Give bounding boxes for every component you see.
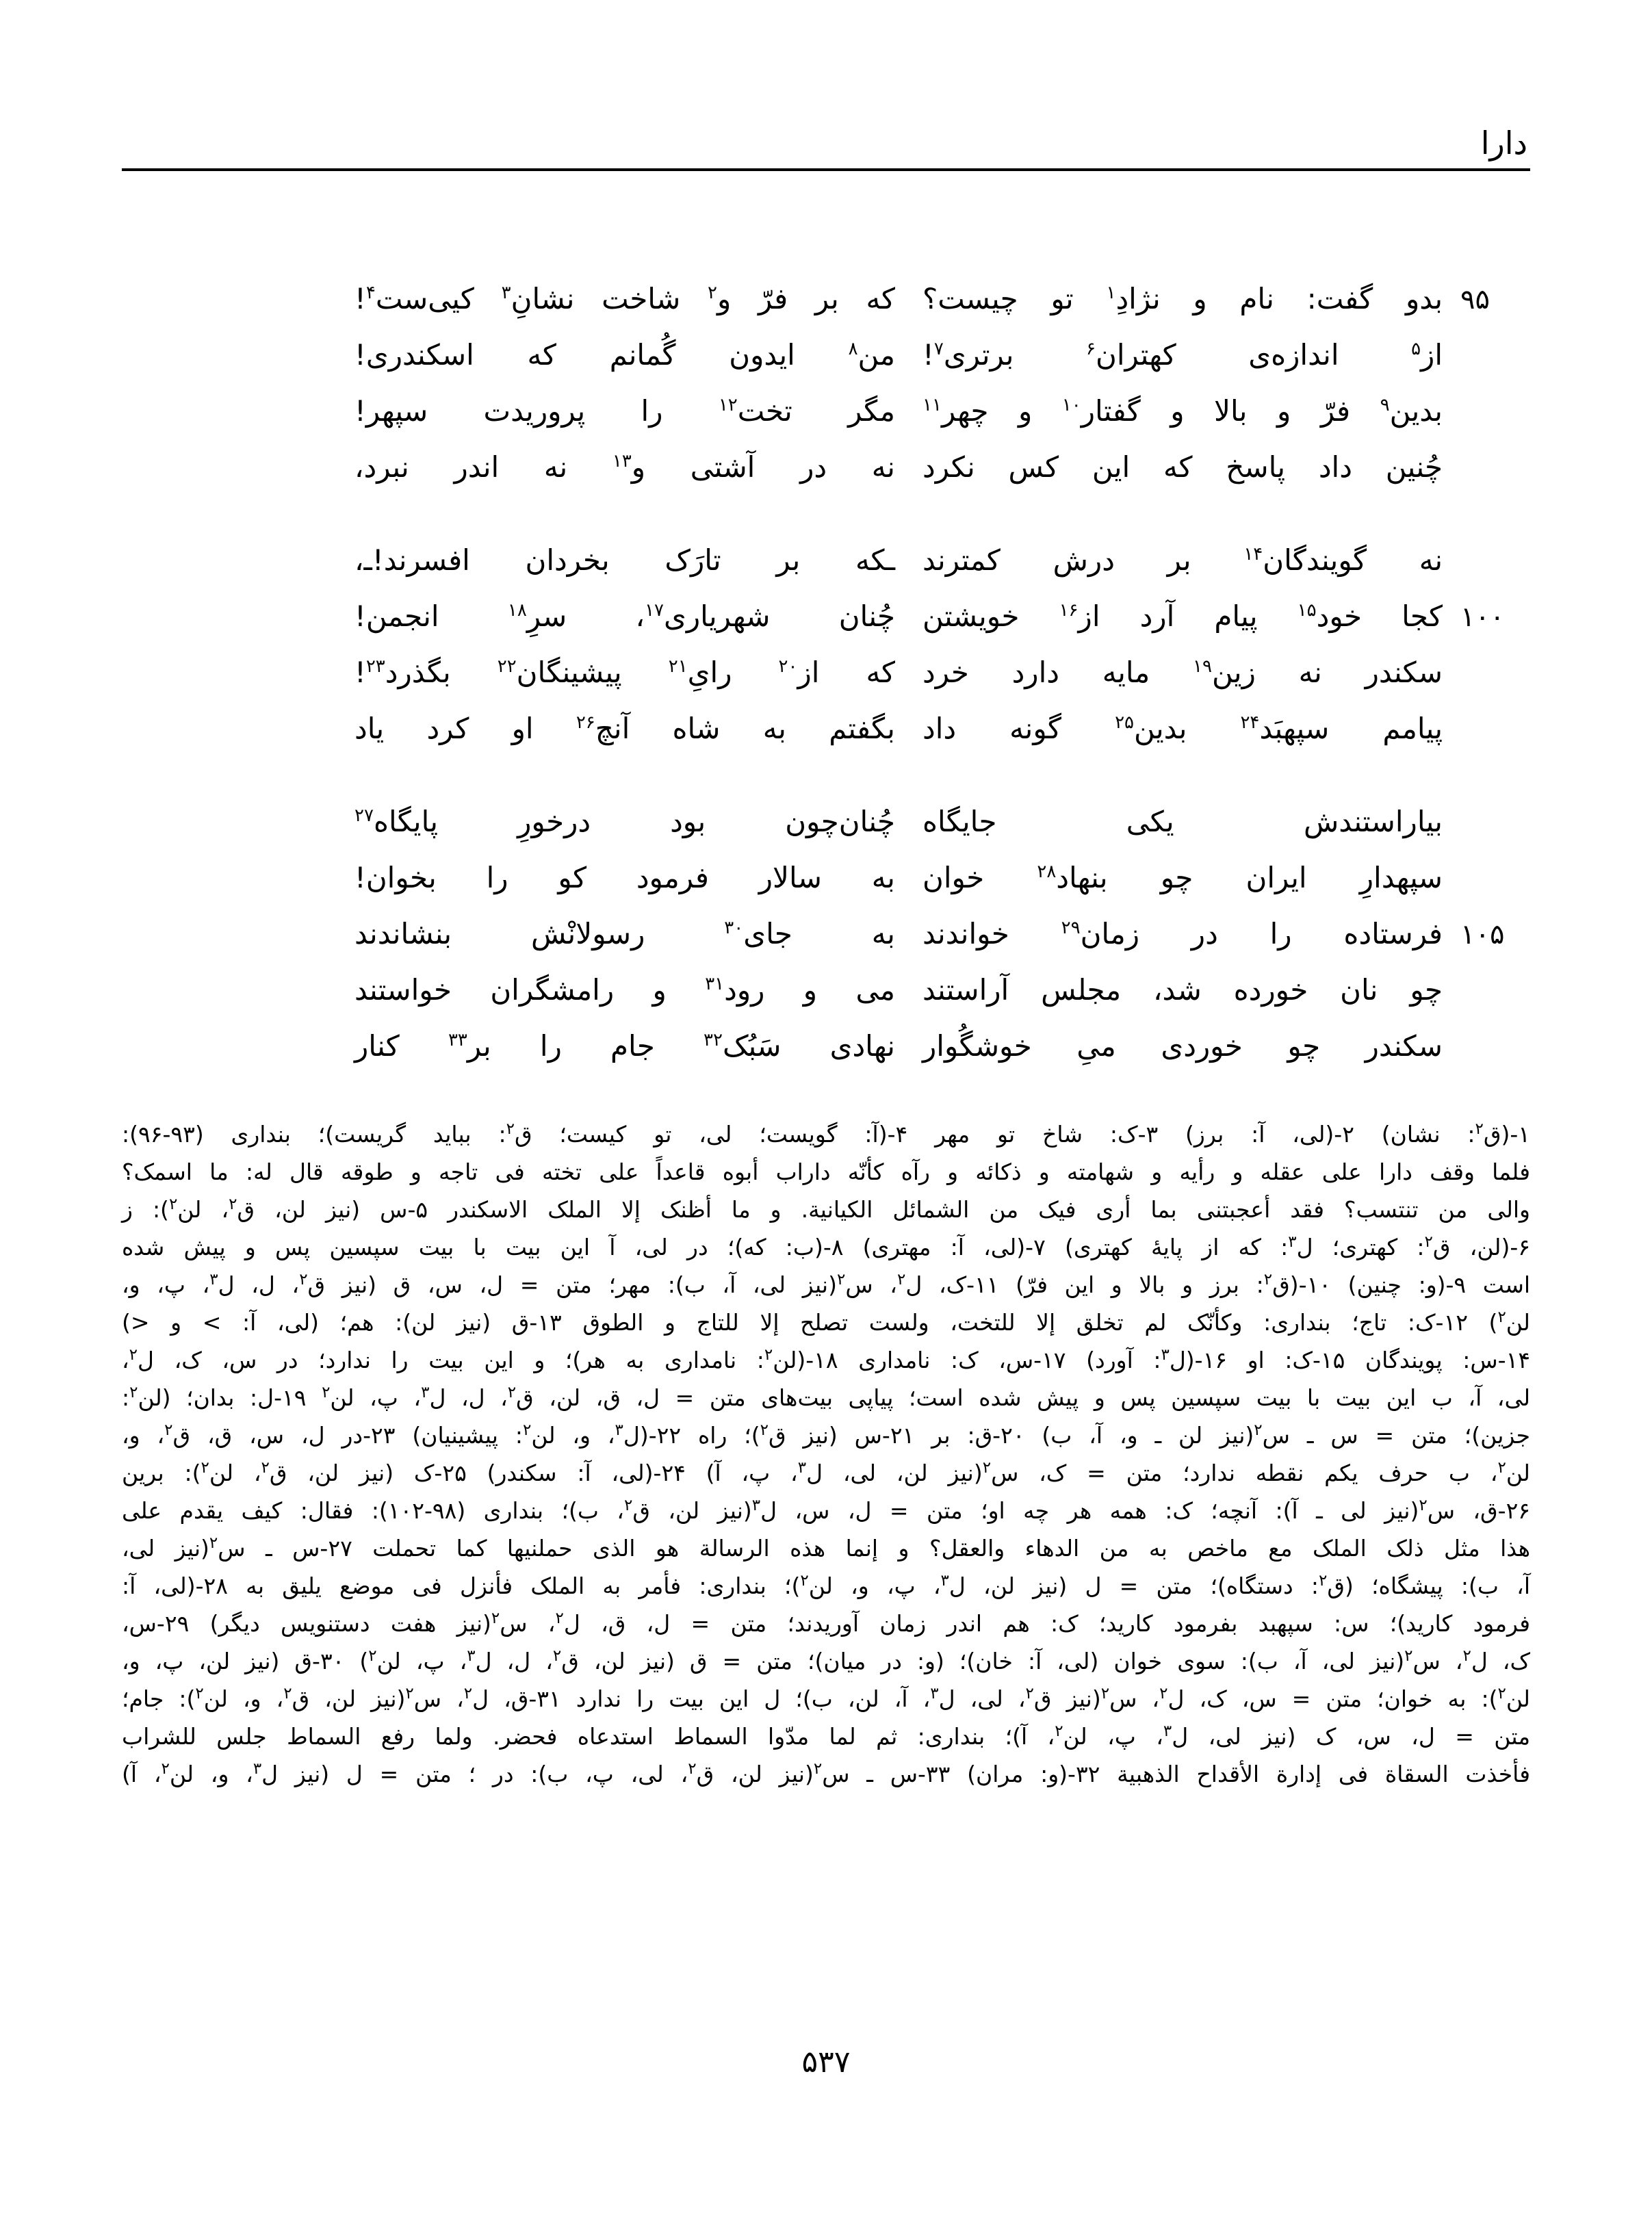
apparatus-line: لن$^۲$، ب حرف یکم نقطه ندارد؛ متن = ک، س$^۲$(نیز لن، لی، ل$^۳$، پ، آ) ۲۴-(لی، آ: سکندر) ۲۵-ک (نیز لن، ق$^۲$، لن$^۲$): برین [122,1459,1530,1486]
note-marker: ۲ [982,1459,992,1477]
note-marker: ۱۲ [718,395,738,415]
hemistich-first: پیامم سپهبَد$^{۲۴}$ بدین$^{۲۵}$ گونه داد [922,712,1443,745]
running-header-title: دارا [1480,125,1527,161]
note-marker: ۲ [1497,1459,1506,1477]
running-header-rule [122,168,1530,171]
note-marker: ۲۹ [1061,918,1081,938]
hemistich-first: چو نان خورده شد، مجلس آراستند [922,973,1443,1007]
note-marker: ۳ [209,1271,218,1289]
verse-line [122,656,1530,712]
note-marker: ۲ [760,1421,769,1439]
note-marker: ۲ [283,1685,292,1703]
apparatus-line: جزین)؛ متن = س ـ س$^۲$(نیز لن ـ و، آ، ب) ۲۰-ق: بر ۲۱-س (نیز ق$^۲$)؛ راه ۲۲-(ل$^۳$، و، لن$^۲$: پیشینیان) ۲۳-در ل، س، ق، ق$^۲$، و، [122,1421,1531,1449]
note-marker: ۲ [299,1271,308,1289]
note-marker: ۳ [615,1421,623,1439]
apparatus-line: هذا مثل ذلک الملک مع ماخص به من الدهاء والعقل؟ و إنما هذه الرسالة هو الذی حملنیها کما تحملت ۲۷-س ـ س$^۲$(نیز لی، [122,1534,1530,1562]
verse-line [122,599,1530,656]
note-marker: ۶ [1086,339,1096,359]
hemistich-first: سکندر چو خوردی میِ خوشگُوار [922,1029,1443,1063]
note-marker: ۲ [201,1459,209,1477]
note-marker: ۲ [209,1534,218,1552]
note-marker: ۲ [129,1384,138,1401]
verse-group [122,805,1530,1085]
running-header [122,127,1530,171]
apparatus-line: لن$^۲$): به خوان؛ متن = س، ک، ل$^۲$، س$^۲$(نیز ق$^۲$، لی، ل$^۳$، آ، لن، ب)؛ ل این بیت را ندارد ۳۱-ق، ل$^۲$، س$^۲$(نیز لن، ق$^۲$، و، لن$^۲$): جام؛ [122,1685,1530,1712]
critical-apparatus [122,1115,1530,1793]
apparatus-line: ۶-(لن، ق$^۲$: کهتری؛ ل$^۳$: که از پایهٔ کهتری) ۷-(لی، آ: مهتری) ۸-(ب: که)؛ در لی، آ این بیت با بیت سپسین پس و پیش شده [122,1233,1531,1260]
note-marker: ۲۷ [354,805,374,826]
note-marker: ۳ [467,1647,476,1665]
note-marker: ۲۰ [778,656,798,677]
note-marker: ۲۶ [576,712,595,733]
verse-group [122,282,1530,506]
note-marker: ۲ [491,1609,500,1627]
verse-number: ۹۵ [1460,284,1490,315]
apparatus-line: متن = ل، س، ک (نیز لی، ل$^۳$، پ، لن$^۲$، آ)؛ بنداری: ثم لما مدّوا السماط استدعاه فحضر. ولما رفع السماط جلس للشراب [122,1722,1531,1750]
apparatus-line: است ۹-(و: چنین) ۱۰-(ق$^۲$: برز و بالا و این فرّ) ۱۱-ک، ل$^۲$، س$^۲$(نیز لی، آ، ب): مهر؛ متن = ل، س، ق (نیز ق$^۲$، ل، ل$^۳$، پ، و، [122,1271,1531,1298]
hemistich-first: فرستاده را در زمان$^{۲۹}$ خواندند [922,917,1443,950]
verse-line [122,1029,1530,1085]
note-marker: ۲ [813,1760,823,1778]
note-marker: ۱۸ [507,600,527,621]
note-marker: ۲ [229,1195,237,1213]
note-marker: ۲ [1254,1421,1263,1439]
note-marker: ۲ [1100,1685,1110,1703]
note-marker: ۲ [1475,1120,1484,1138]
verse-line [122,712,1530,768]
note-marker: ۲ [1055,1722,1063,1740]
verse-line [122,973,1530,1029]
hemistich-second: نهادی سَبُک$^{۳۲}$ جام را بر$^{۳۳}$ کنار [354,1029,895,1063]
note-marker: ۲ [896,1271,906,1289]
note-marker: ۲ [764,1346,773,1364]
hemistich-second: نه در آشتی و$^{۱۳}$ نه اندر نبرد، [354,450,895,484]
note-marker: ۲۳ [365,656,385,677]
verse-line [122,394,1530,450]
apparatus-line: لن$^۲$) ۱۲-ک: تاج؛ بنداری: وکأنّک لم تخلق إلا للتخت، ولست تصلح إلا للتاج و الطوق ۱۳-ق (نیز لن): هم؛ (لی، آ: > و <) [122,1308,1530,1336]
note-marker: ۲ [405,1685,414,1703]
note-marker: ۲ [623,1497,633,1514]
verse-number: ۱۰۰ [1460,601,1505,633]
note-marker: ۲ [1319,1572,1328,1590]
note-marker: ۲ [555,1609,564,1627]
note-marker: ۲ [1424,1233,1433,1251]
note-marker: ۲ [552,1647,562,1665]
folio-number: ۵۳۷ [801,2045,851,2080]
note-marker: ۲ [129,1346,138,1364]
note-marker: ۱۴ [1243,544,1263,565]
apparatus-line: فأخذت السقاة فی إدارة الأقداح الذهبیة ۳۲-(و: مران) ۳۳-س ـ س$^۲$(نیز لن، ق$^۲$، لی، پ، ب): در ؛ متن = ل (نیز ل$^۳$، و، لن$^۲$، آ) [122,1760,1531,1787]
apparatus-line: ک، ل$^۲$، س$^۲$(نیز لی، آ، ب): سوی خوان (لی، آ: خان)؛ (و: در میان)؛ متن = ق (نیز لن، ق$^۲$، ل، ل$^۳$، پ، لن$^۲$) ۳۰-ق (نیز لن، پ، و، [122,1647,1530,1674]
note-marker: ۲ [1263,1271,1273,1289]
apparatus-line: ۲۶-ق، س$^۲$(نیز لی ـ آ): آنچه؛ ک: همه هر چه او؛ متن = ل، س، ل$^۳$(نیز لن، ق$^۲$، ب)؛ بنداری (۹۸-۱۰۲): فقال: کیف یقدم علی [122,1497,1531,1524]
note-marker: ۲۸ [1037,862,1057,882]
hemistich-second: چُنان شهریاری$^{۱۷}$، سرِ$^{۱۸}$ انجمن! [354,599,895,633]
apparatus-line: والی من تنتسب؟ فقد أعجبتنی بما أری فیک من الشمائل الکیانیة. و ما أظنک إلا الملک الاسکندر ۵-س (نیز لن، ق$^۲$، لن$^۲$): ز [122,1195,1530,1223]
hemistich-second: که بر فرّ و$^۲$ شاخت نشانِ$^۳$ کیی‌ست$^۴$! [354,282,895,315]
note-marker: ۲ [1419,1497,1428,1514]
note-marker: ۲ [161,1760,170,1778]
apparatus-line: لی، آ، ب این بیت با بیت سپسین پس و پیش شده است؛ پیاپی بیت‌های متن = ل، ق، لن، ق$^۲$، ل، ل$^۳$، پ، لن$^۲$ ۱۹-ل: بدان؛ (لن$^۲$: [122,1384,1531,1411]
hemistich-first: سپهدارِ ایران چو بنهاد$^{۲۸}$ خوان [922,861,1443,894]
note-marker: ۳ [1161,1346,1170,1364]
note-marker: ۳ [253,1760,262,1778]
verse-block [122,282,1530,1085]
hemistich-second: بگفتم به شاه آنچ$^{۲۶}$ او کرد یاد [354,712,895,745]
note-marker: ۲ [522,1421,532,1439]
note-marker: ۲ [837,1271,846,1289]
hemistich-second: می و رود$^{۳۱}$ و رامشگران خواستند [354,973,895,1007]
hemistich-first: چُنین داد پاسخ که این کس نکرد [922,450,1443,484]
apparatus-line: فلما وقف دارا علی عقله و رأیه و شهامته و ذکائه و رآه کأنّه داراب أبوه قاعداً علی تخته فی تاجه و طوقه قال له: ما اسمک؟ [122,1159,1530,1185]
verse-line [122,543,1530,599]
apparatus-line: آ، ب): پیشگاه؛ (ق$^۲$: دستگاه)؛ متن = ل (نیز لن، ل$^۳$، پ، و، لن$^۲$)؛ بنداری: فأمر به الملک فأنزل فی موضع یلیق به ۲۸-(لی، آ: [122,1572,1530,1599]
apparatus-line: فرمود کارید)؛ س: سپهبد بفرمود کارید؛ ک: هم اندر زمان آوریدند؛ متن = ل، ق، ل$^۲$، س$^۲$(نیز هفت دستنویس دیگر) ۲۹-س، [122,1609,1530,1637]
note-marker: ۳ [751,1497,761,1514]
note-marker: ۳ [1163,1722,1172,1740]
note-marker: ۱۱ [922,395,942,415]
verse-line [122,805,1530,861]
apparatus-line: ۱-(ق$^۲$: نشان) ۲-(لی، آ: برز) ۳-ک: شاخ تو مهر ۴-(آ: گویست؛ لی، تو کیست؛ ق$^۲$: بباید گریست)؛ بنداری (۹۳-۹۶): [122,1120,1531,1148]
apparatus-line: ۱۴-س: پویندگان ۱۵-ک: او ۱۶-(ل$^۳$: آورد) ۱۷-س، ک: نامداری ۱۸-(لن$^۲$: نامداری به هر)؛ و این بیت را ندارد؛ در س، ک، ل$^۲$، [122,1346,1530,1373]
note-marker: ۲ [164,1421,173,1439]
note-marker: ۲ [1159,1685,1168,1703]
note-marker: ۲ [506,1120,515,1138]
hemistich-second: ـکه بر تارَک بخردان افسرند!ـ، [354,543,895,577]
note-marker: ۲ [507,1384,517,1401]
note-marker: ۲ [800,1572,809,1590]
note-marker: ۳۲ [704,1030,723,1050]
verse-line [122,338,1530,394]
note-marker: ۳۳ [448,1030,467,1050]
hemistich-first: بدین$^۹$ فرّ و بالا و گفتار$^{۱۰}$ و چهر$^{۱۱}$ [922,394,1443,428]
verse-line [122,861,1530,917]
note-marker: ۹ [1380,395,1390,415]
note-marker: ۱۵ [1297,600,1317,621]
note-marker: ۲ [463,1685,473,1703]
note-marker: ۲ [1497,1308,1506,1326]
note-marker: ۳ [940,1572,949,1590]
note-marker: ۲ [1462,1647,1471,1665]
note-marker: ۲ [1025,1685,1034,1703]
hemistich-second: من$^۸$ ایدون گُمانم که اسکندری! [354,338,895,372]
note-marker: ۱۶ [1059,600,1079,621]
note-marker: ۱۳ [612,451,632,471]
hemistich-second: به جای$^{۳۰}$ رسولانْش بنشاندند [354,917,895,950]
hemistich-second: که از$^{۲۰}$ رایِ$^{۲۱}$ پیشینگان$^{۲۲}$ بگذرد$^{۲۳}$! [354,656,895,689]
note-marker: ۳ [1288,1233,1297,1251]
note-marker: ۲ [322,1384,331,1401]
hemistich-first: سکندر نه زین$^{۱۹}$ مایه دارد خرد [922,656,1443,689]
note-marker: ۷ [933,339,944,359]
note-marker: ۲۲ [497,656,517,677]
note-marker: ۲۱ [668,656,688,677]
note-marker: ۸ [848,339,858,359]
note-marker: ۱۹ [1193,656,1212,677]
hemistich-first: بیاراستندش یکی جایگاه [922,805,1443,838]
note-marker: ۳ [930,1685,939,1703]
verse-line [122,917,1530,973]
hemistich-second: مگر تخت$^{۱۲}$ را پروریدت سپهر! [354,394,895,428]
note-marker: ۱۰ [1061,395,1081,415]
note-marker: ۲۴ [1240,712,1260,733]
note-marker: ۲ [368,1647,377,1665]
note-marker: ۲ [1404,1647,1413,1665]
note-marker: ۳ [797,1459,807,1477]
note-marker: ۵ [1411,339,1421,359]
verse-number: ۱۰۵ [1460,919,1505,950]
hemistich-first: کجا خود$^{۱۵}$ پیام آرد از$^{۱۶}$ خویشتن [922,599,1443,633]
note-marker: ۱۷ [645,600,664,621]
note-marker: ۲ [168,1195,178,1213]
note-marker: ۲ [708,283,717,303]
hemistich-first: نه گویندگان$^{۱۴}$ بر درش کمترند [922,543,1443,577]
verse-line [122,450,1530,506]
note-marker: ۲ [195,1685,204,1703]
note-marker: ۲ [1497,1685,1506,1703]
note-marker: ۲۵ [1115,712,1135,733]
note-marker: ۳۰ [724,918,744,938]
note-marker: ۲ [688,1760,697,1778]
note-marker: ۳ [421,1384,430,1401]
note-marker: ۴ [365,283,376,303]
note-marker: ۱ [1106,283,1116,303]
hemistich-first: بدو گفت: نام و نژادِ$^۱$ تو چیست؟ [922,282,1443,315]
hemistich-second: به سالار فرمود کو را بخوان! [354,861,895,894]
hemistich-first: از$^۵$ اندازه‌ی کهتران$^۶$ برتری$^۷$! [922,338,1443,372]
note-marker: ۳ [501,283,511,303]
note-marker: ۳۱ [705,974,725,994]
verse-group [122,543,1530,768]
hemistich-second: چُنان‌چون بود درخورِ پایگاه$^{۲۷}$ [354,805,895,838]
verse-line [122,282,1530,338]
note-marker: ۲ [261,1459,270,1477]
